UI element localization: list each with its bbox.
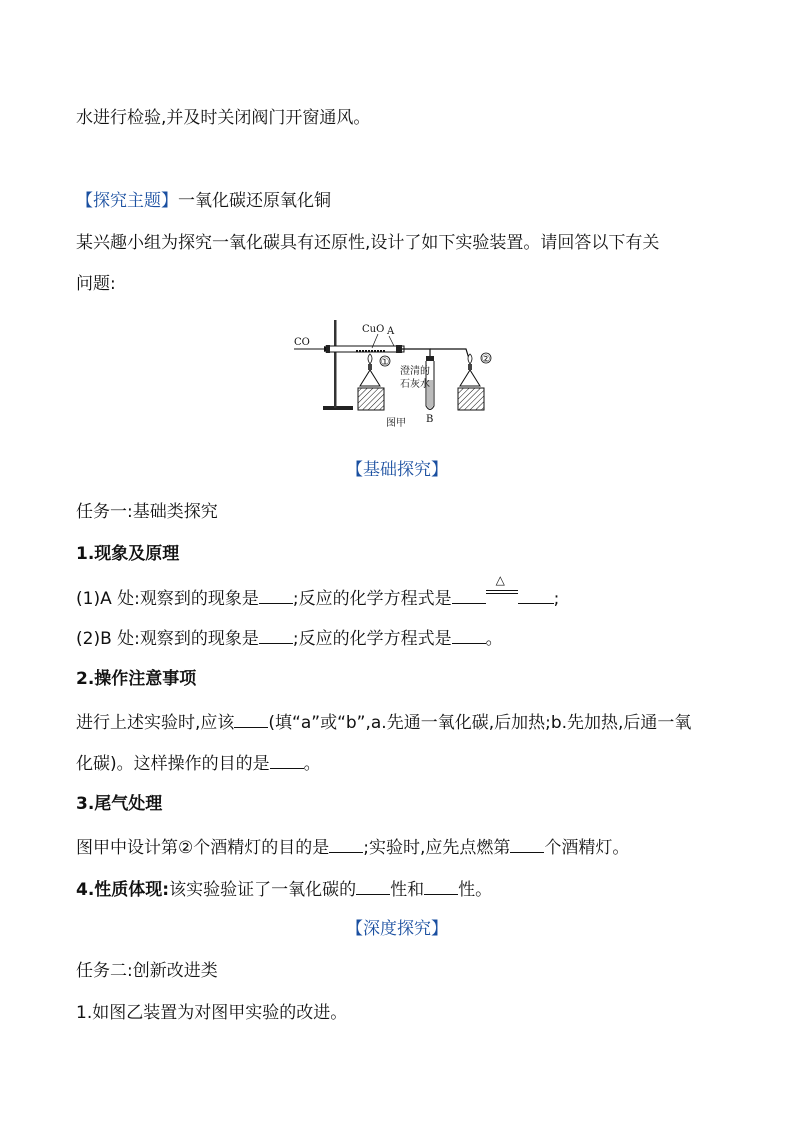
stopper-left	[326, 345, 330, 353]
deep-section-header: 【深度探究】	[346, 919, 448, 939]
question-b-middle: ;反应的化学方程式是	[292, 629, 452, 649]
co-label: CO	[294, 337, 310, 348]
section-1-title: 1.现象及原理	[76, 544, 180, 564]
operation-options: (填“a”或“b”,a.先通一氧化碳,后加热;b.先加热,后通一氧	[268, 713, 692, 733]
intro-text: 水进行检验,并及时关闭阀门开窗通风。	[76, 108, 371, 128]
question-b-prefix: (2)B 处:观察到的现象是	[76, 629, 259, 649]
task-2-title: 任务二:创新改进类	[76, 961, 218, 981]
exhaust-end: 个酒精灯。	[544, 838, 630, 858]
b-label: B	[426, 414, 434, 425]
lamp-2-wick	[468, 364, 472, 370]
basic-section-header: 【基础探究】	[346, 460, 448, 480]
answer-blank-purpose[interactable]	[270, 750, 304, 769]
question-b-end: 。	[485, 629, 503, 649]
question-a-middle: ;反应的化学方程式是	[292, 589, 452, 609]
stand-rod	[334, 320, 337, 408]
question-a-end: ;	[553, 589, 560, 609]
operation-purpose-end: 。	[303, 754, 321, 774]
description-line-1: 某兴趣小组为探究一氧化碳具有还原性,设计了如下实验装置。请回答以下有关	[76, 233, 660, 253]
answer-blank-order[interactable]	[234, 709, 268, 728]
improvement-text: 1.如图乙装置为对图甲实验的改进。	[76, 1003, 348, 1023]
lamp-1-block	[358, 388, 384, 410]
answer-blank-property-2[interactable]	[424, 876, 458, 895]
question-a-prefix: (1)A 处:观察到的现象是	[76, 589, 259, 609]
limewater-label-1: 澄清的	[400, 366, 430, 377]
operation-purpose-prefix: 化碳)。这样操作的目的是	[76, 754, 270, 774]
figure-caption: 图甲	[386, 418, 406, 428]
operation-line-2	[76, 750, 321, 776]
property-line	[76, 876, 492, 902]
lamp-1-wick	[368, 364, 372, 370]
answer-blank-lamp-number[interactable]	[510, 834, 544, 853]
description-line-2: 问题:	[76, 274, 116, 294]
section-4-title: 4.性质体现:	[76, 880, 170, 900]
answer-blank-b-phenomenon[interactable]	[259, 625, 293, 644]
topic-text: 一氧化碳还原氧化铜	[178, 191, 331, 211]
outlet-tube	[402, 349, 430, 358]
exhaust-prefix: 图甲中设计第②个酒精灯的目的是	[76, 838, 330, 858]
property-prefix: 该实验验证了一氧化碳的	[169, 880, 357, 900]
a-pointer	[389, 336, 394, 346]
operation-prefix: 进行上述实验时,应该	[76, 713, 235, 733]
test-tube-stopper	[426, 356, 434, 361]
lamp-1-label: ①	[380, 357, 390, 368]
lamp-1-flame	[368, 354, 372, 364]
heating-condition	[486, 573, 518, 604]
cuo-label: CuO	[362, 324, 385, 335]
lamp-2-block	[458, 388, 484, 410]
exhaust-middle: ;实验时,应先点燃第	[363, 838, 511, 858]
answer-blank-a-reactants[interactable]	[452, 585, 486, 604]
lamp-2-label: ②	[481, 354, 491, 365]
section-3-title: 3.尾气处理	[76, 794, 163, 814]
answer-blank-b-equation[interactable]	[452, 625, 486, 644]
exhaust-tube	[430, 349, 470, 362]
answer-blank-property-1[interactable]	[356, 876, 390, 895]
answer-blank-a-products[interactable]	[518, 585, 554, 604]
apparatus-figure	[290, 318, 500, 428]
answer-blank-a-phenomenon[interactable]	[259, 585, 293, 604]
exhaust-question-line	[76, 834, 629, 860]
topic-line	[76, 189, 331, 213]
lamp-1-body	[360, 370, 380, 386]
question-a-line	[76, 573, 560, 611]
answer-blank-lamp-purpose[interactable]	[329, 834, 363, 853]
section-2-title: 2.操作注意事项	[76, 669, 197, 689]
lamp-2-body	[460, 370, 480, 386]
operation-line-1	[76, 709, 691, 735]
heat-symbol: △	[495, 573, 505, 587]
task-1-title: 任务一:基础类探究	[76, 502, 218, 522]
question-b-line	[76, 625, 503, 651]
topic-label: 【探究主题】	[76, 191, 178, 211]
stand-base	[323, 406, 353, 410]
limewater-label-2: 石灰水	[400, 379, 430, 390]
lamp-2-flame	[468, 354, 472, 364]
property-end: 性。	[458, 880, 493, 900]
a-label: A	[387, 326, 395, 337]
stopper-right	[396, 345, 402, 353]
property-middle: 性和	[390, 880, 425, 900]
